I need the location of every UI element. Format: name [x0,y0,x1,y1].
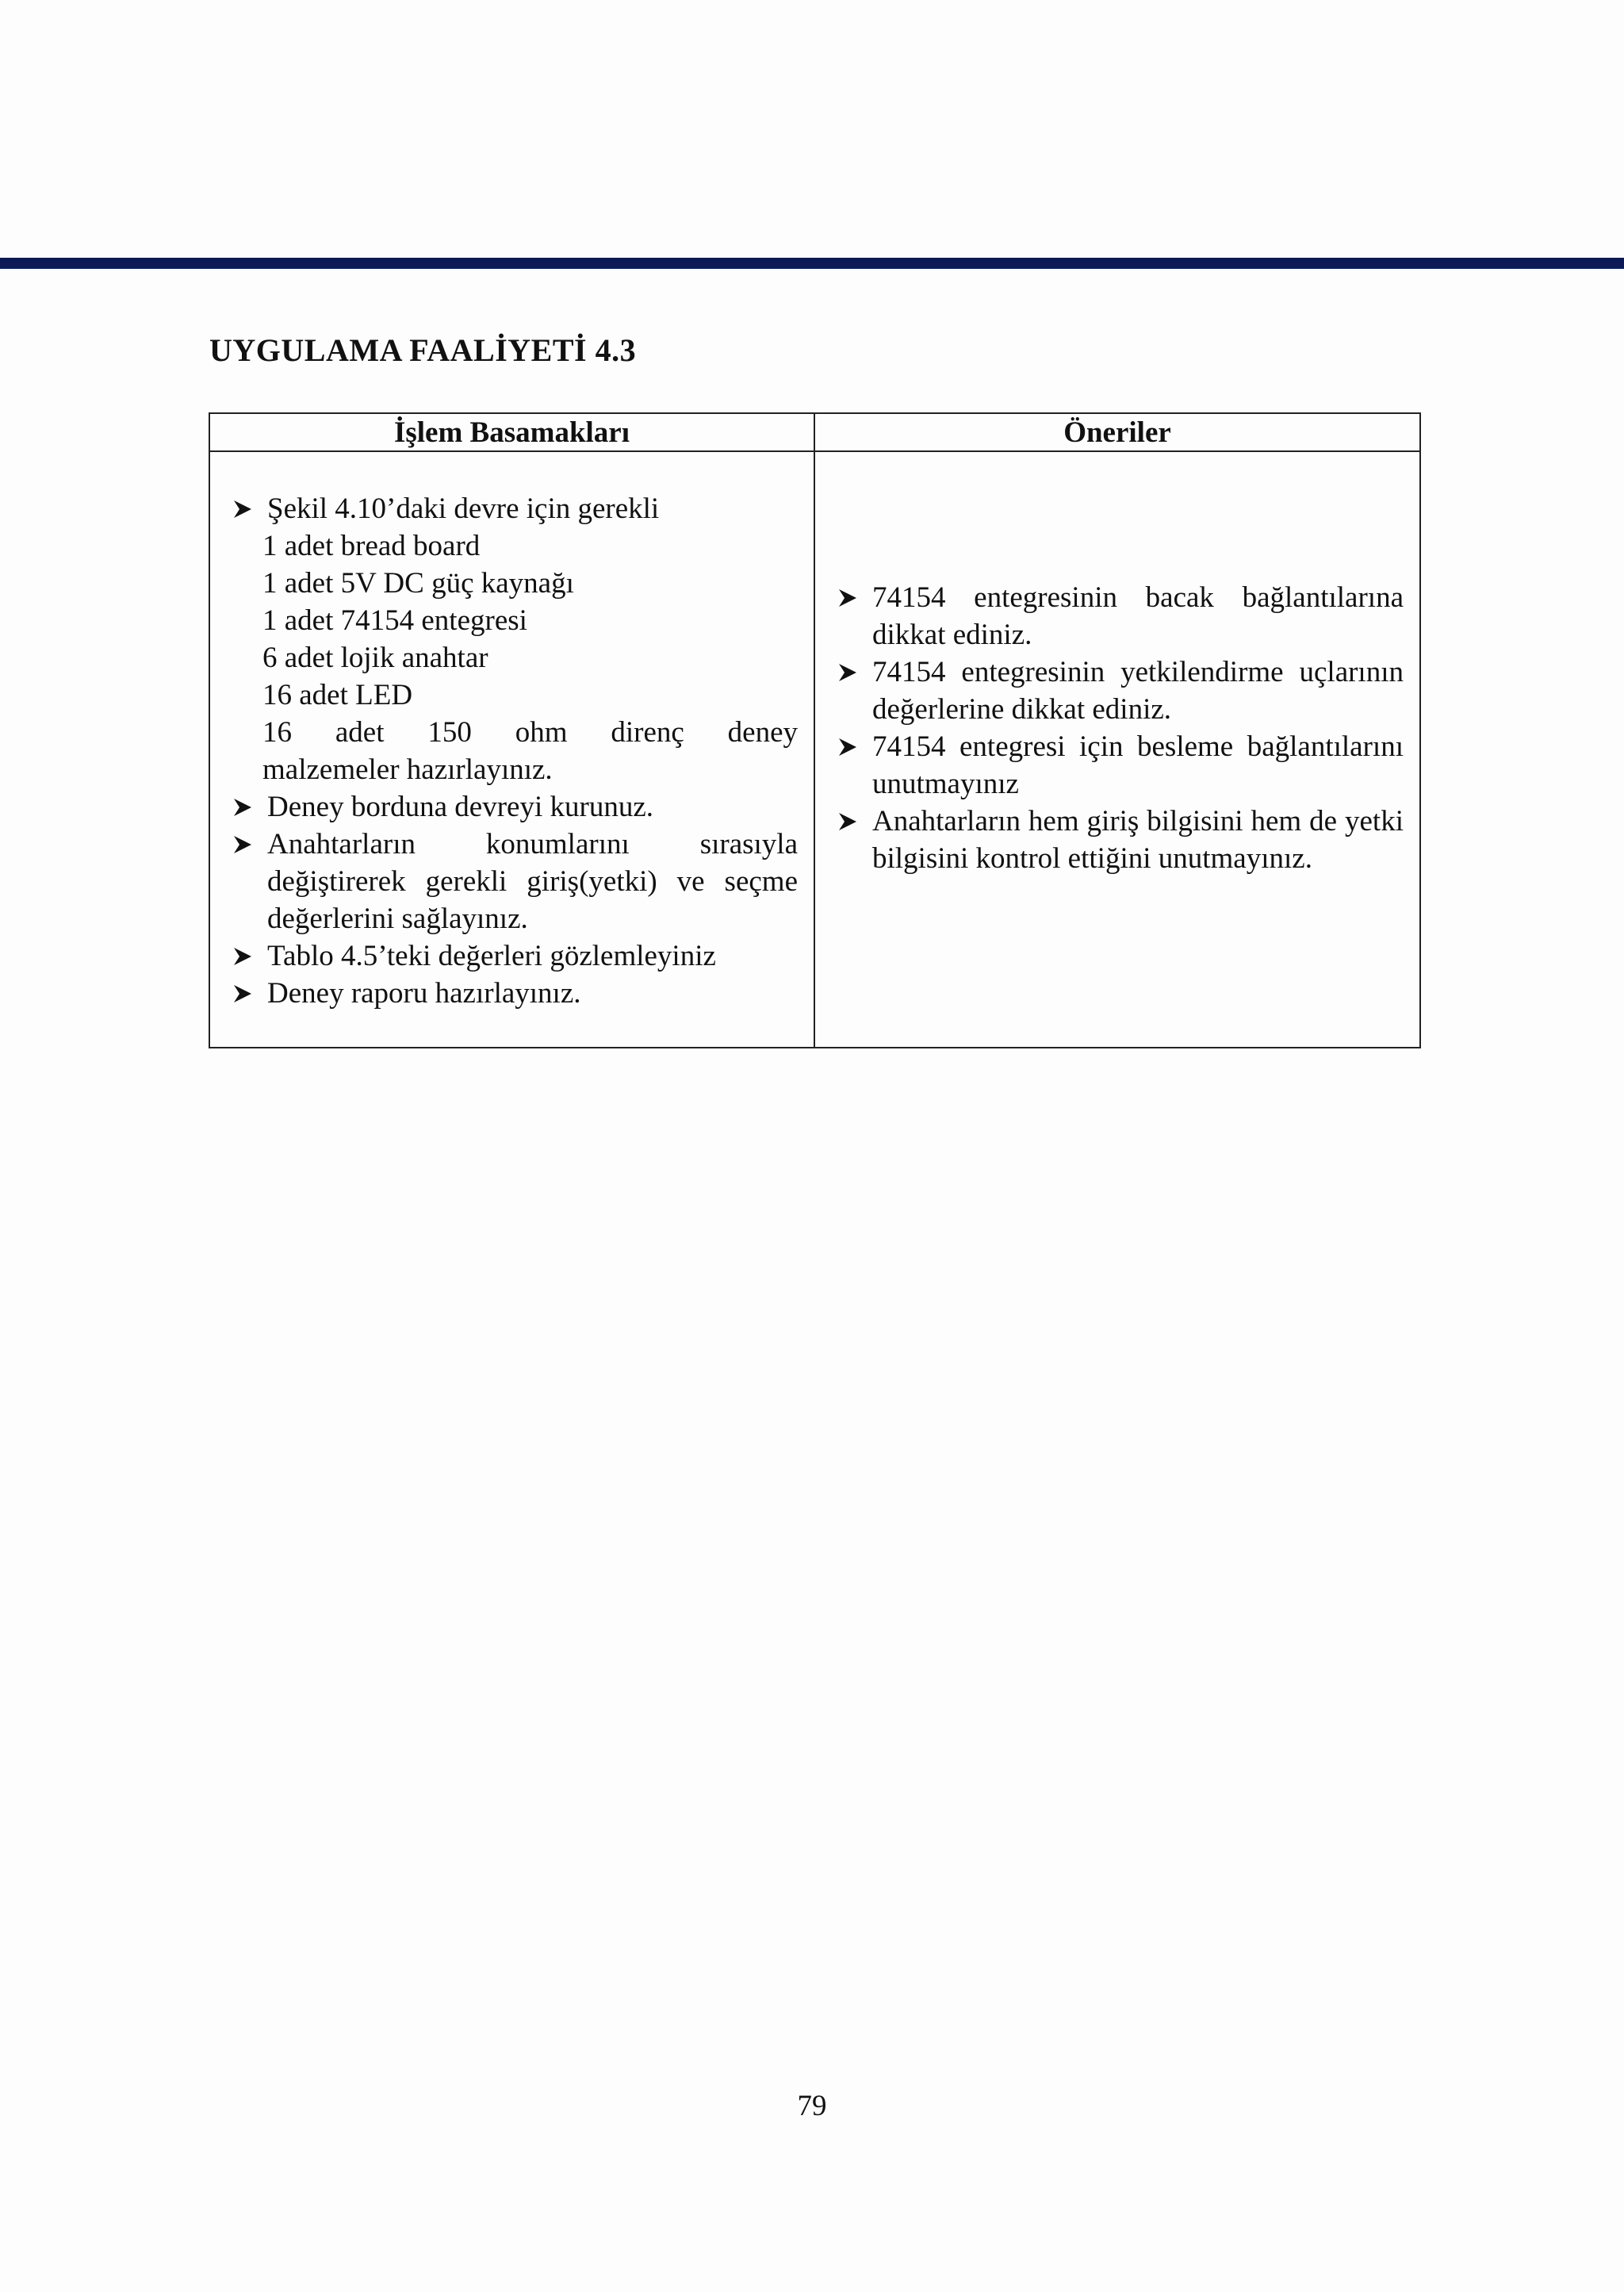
material-line: 16 adet LED [262,679,413,711]
header-rule [0,258,1624,269]
list-item [831,728,1404,803]
step-text: Deney raporu hazırlayınız. [267,977,581,1010]
suggestion-text: 74154 entegresinin bacak bağlantılarına dikkat ediniz. [872,581,1404,651]
list-item [226,826,798,937]
suggestion-text: 74154 entegresi için besleme bağlantılarını unutmayınız [872,730,1404,800]
material-line: malzemeler hazırlayınız. [262,753,553,786]
steps-list [226,788,798,1012]
material-line: 16 adet 150 ohm direnç deney [262,716,798,749]
arrowhead-bullet-icon [232,788,256,826]
arrowhead-bullet-icon [232,826,256,863]
step-text: Tablo 4.5’teki değerleri gözlemleyiniz [267,940,716,972]
steps-cell [209,451,814,1048]
header-steps: İşlem Basamakları [209,413,814,451]
materials-list [226,527,798,788]
arrowhead-bullet-icon [837,803,861,840]
table-header-row [209,413,1420,451]
activity-table [209,412,1421,1048]
arrowhead-bullet-icon [232,975,256,1012]
activity-title: UYGULAMA FAALİYETİ 4.3 [209,332,637,368]
page-number: 79 [797,2090,827,2122]
header-suggestions: Öneriler [814,413,1420,451]
arrowhead-bullet-icon [837,728,861,765]
material-line: 1 adet bread board [262,530,481,562]
suggestion-text: 74154 entegresinin yetkilendirme uçlarının değerlerine dikkat ediniz. [872,656,1404,726]
list-item [831,579,1404,653]
list-item [226,975,798,1012]
list-item [831,803,1404,877]
list-item [226,937,798,975]
list-item [831,653,1404,728]
material-line: 1 adet 74154 entegresi [262,604,527,637]
arrowhead-bullet-icon [232,937,256,975]
table-row [209,451,1420,1048]
list-item [226,788,798,826]
step-text: Deney borduna devreyi kurunuz. [267,791,653,823]
suggestions-cell [814,451,1420,1048]
arrowhead-bullet-icon [232,490,256,527]
arrowhead-bullet-icon [837,579,861,616]
arrowhead-bullet-icon [837,653,861,691]
suggestion-text: Anahtarların hem giriş bilgisini hem de yetki bilgisini kontrol ettiğini unutmayınız. [872,805,1404,875]
list-item [226,490,798,527]
material-line: 6 adet lojik anahtar [262,642,488,674]
suggestions-list [831,579,1404,877]
material-line: 1 adet 5V DC güç kaynağı [262,567,574,600]
steps-list [226,490,798,527]
step-text: Anahtarların konumlarını sırasıyla değiştirerek gerekli giriş(yetki) ve seçme değerlerini sağlayınız. [267,828,798,935]
step-text: Şekil 4.10’daki devre için gerekli [267,493,660,525]
